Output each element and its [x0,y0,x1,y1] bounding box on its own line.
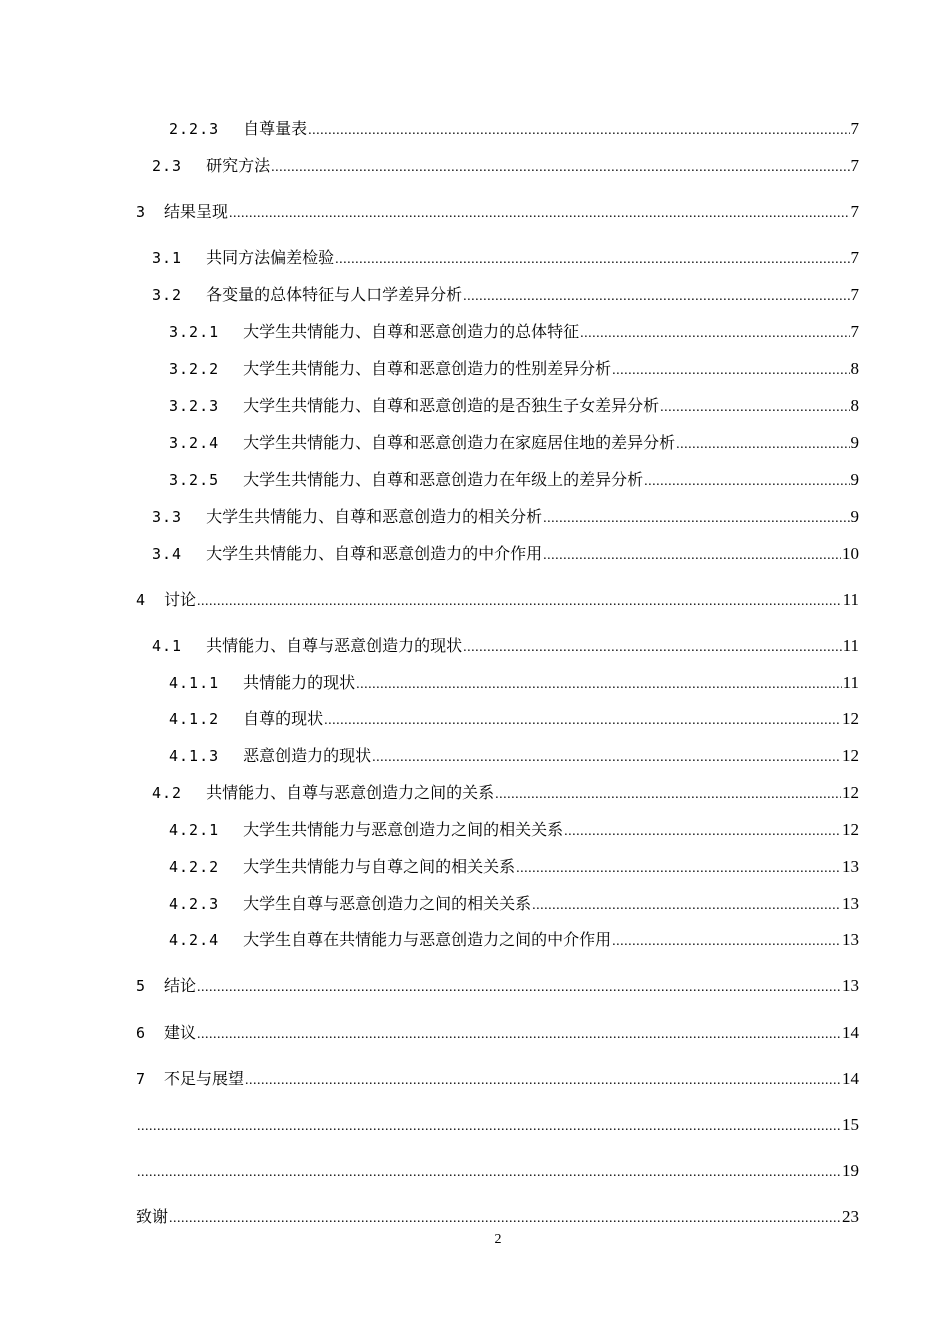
toc-section-number: 3 [136,203,147,221]
toc-section-title: 共情能力、自尊与恶意创造力之间的关系 [206,783,495,802]
toc-section-title: 大学生共情能力、自尊和恶意创造力在家庭居住地的差异分析 [243,433,676,452]
toc-dot-leader [197,977,841,999]
toc-page-number: 9 [850,433,859,452]
toc-dot-leader [335,249,849,271]
toc-section-title: 各变量的总体特征与人口学差异分析 [206,285,463,304]
toc-entry[interactable] [152,635,859,657]
toc-page-number: 13 [842,930,859,949]
toc-entry[interactable] [169,929,859,951]
toc-section-number: 3.2 [152,286,183,304]
toc-dot-leader [463,286,849,308]
toc-entry[interactable] [169,819,859,841]
toc-entry[interactable] [169,395,859,417]
toc-section-title: 共情能力、自尊与恶意创造力的现状 [206,636,463,655]
toc-section-title: 结果呈现 [164,202,229,221]
toc-section-title: 讨论 [164,590,197,609]
toc-section-title: 自尊的现状 [243,709,324,728]
toc-section-title: 大学生自尊在共情能力与恶意创造力之间的中介作用 [243,930,612,949]
toc-section-title: 自尊量表 [243,119,308,138]
toc-entry[interactable] [152,284,859,306]
toc-section-number: 2.2.3 [169,120,220,138]
toc-entry[interactable] [169,708,859,730]
toc-section-number: 7 [136,1070,147,1088]
toc-page-number: 13 [842,976,859,995]
toc-entry[interactable] [169,358,859,380]
toc-section-title: 大学生共情能力与恶意创造力之间的相关关系 [243,820,564,839]
toc-dot-leader [324,710,841,732]
toc-section-title: 结论 [164,976,197,995]
toc-entry[interactable] [169,321,859,343]
toc-page-number: 10 [842,544,859,563]
toc-page-number: 12 [842,746,859,765]
toc-page-number: 14 [842,1023,859,1042]
page-number: 2 [494,1232,502,1247]
toc-entry[interactable] [152,782,859,804]
toc-section-number: 6 [136,1024,147,1042]
toc-dot-leader [137,1162,841,1184]
toc-entry[interactable] [169,672,859,694]
toc-entry[interactable] [136,1022,859,1044]
toc-section-title: 恶意创造力的现状 [243,746,372,765]
toc-page-number: 7 [850,248,859,267]
toc-dot-leader [197,591,842,613]
toc-section-number: 3.2.2 [169,360,220,378]
toc-section-number: 4.1.3 [169,747,220,765]
toc-dot-leader [137,1116,841,1138]
toc-dot-leader [516,858,841,880]
toc-entry[interactable] [136,1160,859,1182]
toc-page-number: 9 [850,507,859,526]
toc-page-number: 7 [850,119,859,138]
toc-section-number: 4.1 [152,637,183,655]
toc-section-title: 大学生共情能力、自尊和恶意创造的是否独生子女差异分析 [243,396,660,415]
toc-page-number: 7 [850,322,859,341]
toc-page-number: 12 [842,709,859,728]
toc-page-number: 15 [842,1115,859,1134]
toc-dot-leader [271,157,849,179]
toc-section-title: 共情能力的现状 [243,673,356,692]
toc-entry[interactable] [169,893,859,915]
toc-section-title: 不足与展望 [164,1069,245,1088]
toc-section-number: 5 [136,977,147,995]
toc-dot-leader [676,434,849,456]
toc-section-number: 3.2.1 [169,323,220,341]
toc-dot-leader [612,931,841,953]
toc-entry[interactable] [152,155,859,177]
toc-entry[interactable] [136,1068,859,1090]
toc-dot-leader [229,203,849,225]
toc-dot-leader [495,784,841,806]
toc-dot-leader [308,120,849,142]
toc-page-number: 23 [842,1207,859,1226]
toc-page-number: 19 [842,1161,859,1180]
toc-page-number: 9 [850,470,859,489]
toc-page-number: 13 [842,894,859,913]
toc-section-title: 共同方法偏差检验 [206,248,335,267]
toc-page-number: 7 [850,202,859,221]
toc-dot-leader [372,747,841,769]
toc-entry[interactable] [136,1206,859,1228]
toc-dot-leader [644,471,849,493]
toc-section-title: 致谢 [136,1207,169,1226]
toc-section-number: 3.2.4 [169,434,220,452]
toc-dot-leader [612,360,849,382]
toc-section-number: 4 [136,591,147,609]
toc-entry[interactable] [169,856,859,878]
toc-page-number: 11 [842,673,859,692]
toc-section-number: 3.4 [152,545,183,563]
toc-page-number: 12 [842,783,859,802]
toc-section-number: 3.2.3 [169,397,220,415]
toc-section-title: 大学生共情能力、自尊和恶意创造力的相关分析 [206,507,543,526]
toc-page-number: 14 [842,1069,859,1088]
toc-section-title: 大学生共情能力、自尊和恶意创造力的总体特征 [243,322,580,341]
toc-entry[interactable] [152,543,859,565]
toc-entry[interactable] [136,201,859,223]
toc-dot-leader [580,323,849,345]
toc-section-number: 2.3 [152,157,183,175]
toc-dot-leader [245,1070,841,1092]
toc-entry[interactable] [169,432,859,454]
toc-page-number: 11 [842,636,859,655]
toc-entry[interactable] [136,1114,859,1136]
toc-dot-leader [564,821,841,843]
toc-entry[interactable] [136,975,859,997]
toc-page-number: 12 [842,820,859,839]
toc-section-number: 4.2 [152,784,183,802]
toc-dot-leader [543,508,849,530]
toc-entry[interactable] [152,506,859,528]
toc-page-number: 7 [850,285,859,304]
toc-section-title: 研究方法 [206,156,271,175]
toc-section-number: 3.1 [152,249,183,267]
toc-section-title: 大学生共情能力与自尊之间的相关关系 [243,857,516,876]
toc-section-number: 4.2.4 [169,931,220,949]
toc-section-number: 4.2.3 [169,895,220,913]
toc-entry[interactable] [169,745,859,767]
toc-entry[interactable] [169,469,859,491]
toc-dot-leader [169,1208,841,1230]
toc-section-number: 4.2.1 [169,821,220,839]
toc-section-title: 大学生共情能力、自尊和恶意创造力在年级上的差异分析 [243,470,644,489]
toc-section-number: 3.2.5 [169,471,220,489]
toc-page-number: 7 [850,156,859,175]
toc-section-title: 大学生自尊与恶意创造力之间的相关关系 [243,894,532,913]
toc-dot-leader [356,674,841,696]
toc-section-number: 4.1.2 [169,710,220,728]
toc-section-number: 4.2.2 [169,858,220,876]
toc-dot-leader [463,637,842,659]
toc-section-number: 4.1.1 [169,674,220,692]
toc-section-title: 大学生共情能力、自尊和恶意创造力的中介作用 [206,544,543,563]
toc-dot-leader [660,397,849,419]
toc-dot-leader [532,895,841,917]
toc-entry[interactable] [169,118,859,140]
toc-page-number: 13 [842,857,859,876]
toc-dot-leader [197,1024,841,1046]
toc-dot-leader [543,545,841,567]
toc-entry[interactable] [136,589,859,611]
toc-section-title: 大学生共情能力、自尊和恶意创造力的性别差异分析 [243,359,612,378]
toc-page-number: 8 [850,396,859,415]
toc-page-number: 11 [842,590,859,609]
toc-entry[interactable] [152,247,859,269]
toc-section-number: 3.3 [152,508,183,526]
toc-page-number: 8 [850,359,859,378]
toc-section-title: 建议 [164,1023,197,1042]
